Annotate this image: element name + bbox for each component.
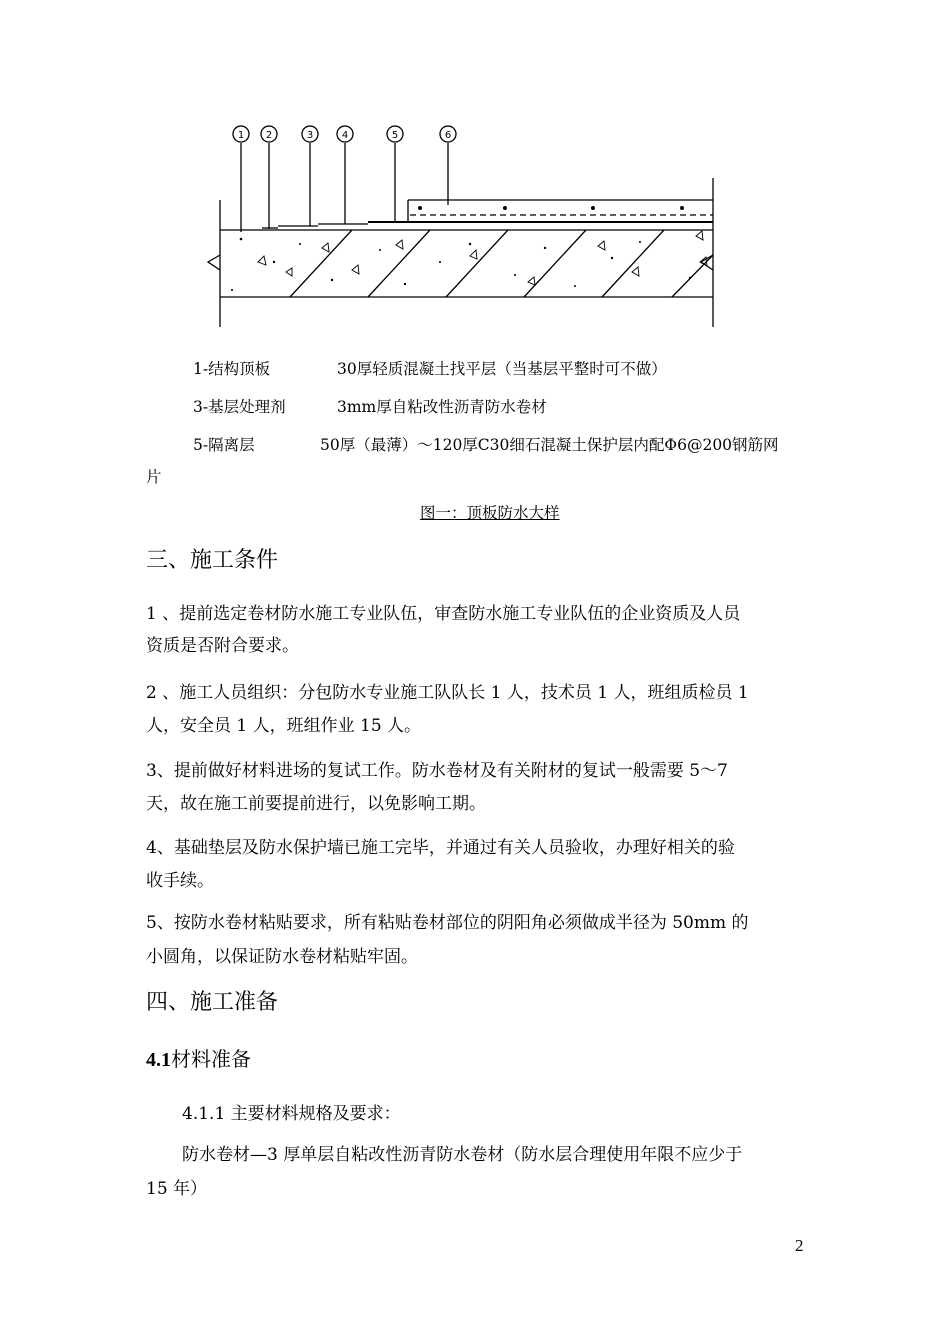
- materials-para-line1: 防水卷材—3 厚单层自粘改性沥青防水卷材（防水层合理使用年限不应少于: [182, 1145, 743, 1165]
- legend-key-5: 5-隔离层: [193, 436, 255, 454]
- callout-2: 2: [265, 130, 273, 141]
- item-4-line1: 4、基础垫层及防水保护墙已施工完毕，并通过有关人员验收，办理好相关的验: [146, 838, 735, 858]
- legend-desc-5-wrap: 片: [146, 468, 162, 486]
- subsection-4-1-heading: [146, 1043, 251, 1072]
- materials-para-line2: 15 年）: [146, 1179, 208, 1199]
- subsection-number: 4.1: [146, 1049, 171, 1071]
- item-1-line1: 1 、提前选定卷材防水施工专业队伍，审查防水施工专业队伍的企业资质及人员: [146, 604, 741, 624]
- section-4-heading: 四、施工准备: [146, 990, 279, 1015]
- item-5-line2: 小圆角，以保证防水卷材粘贴牢固。: [146, 947, 418, 967]
- item-2-line2: 人，安全员 1 人，班组作业 15 人。: [146, 716, 422, 736]
- legend-key-3: 3-基层处理剂: [193, 398, 286, 416]
- item-3-line2: 天，故在施工前要提前进行，以免影响工期。: [146, 794, 486, 814]
- item-3-line1: 3、提前做好材料进场的复试工作。防水卷材及有关附材的复试一般需要 5～7: [146, 761, 728, 781]
- subsubsection-heading: 4.1.1 主要材料规格及要求：: [182, 1104, 401, 1124]
- figure-caption: 图一：顶板防水大样: [420, 504, 560, 522]
- callout-3: 3: [306, 130, 314, 141]
- callout-1: 1: [237, 130, 245, 141]
- item-1-line2: 资质是否附合要求。: [146, 636, 299, 656]
- subsection-title: 材料准备: [171, 1047, 251, 1071]
- item-2-line1: 2 、施工人员组织：分包防水专业施工队队长 1 人，技术员 1 人，班组质检员 1: [146, 683, 749, 703]
- callout-4: 4: [341, 130, 349, 141]
- waterproof-detail-drawing: [0, 0, 950, 340]
- section-3-heading: 三、施工条件: [146, 548, 279, 573]
- item-4-line2: 收手续。: [146, 871, 214, 891]
- legend-desc-3: 3mm厚自粘改性沥青防水卷材: [337, 398, 547, 416]
- legend-desc-5: 50厚（最薄）～120厚C30细石混凝土保护层内配Φ6@200钢筋网: [320, 436, 779, 454]
- item-5-line1: 5、按防水卷材粘贴要求，所有粘贴卷材部位的阴阳角必须做成半径为 50mm 的: [146, 913, 749, 933]
- callout-5: 5: [391, 130, 399, 141]
- page-number: 2: [795, 1236, 804, 1255]
- legend-key-1: 1-结构顶板: [193, 360, 271, 378]
- callout-6: 6: [444, 130, 452, 141]
- legend-desc-1: 30厚轻质混凝土找平层（当基层平整时可不做）: [337, 360, 667, 378]
